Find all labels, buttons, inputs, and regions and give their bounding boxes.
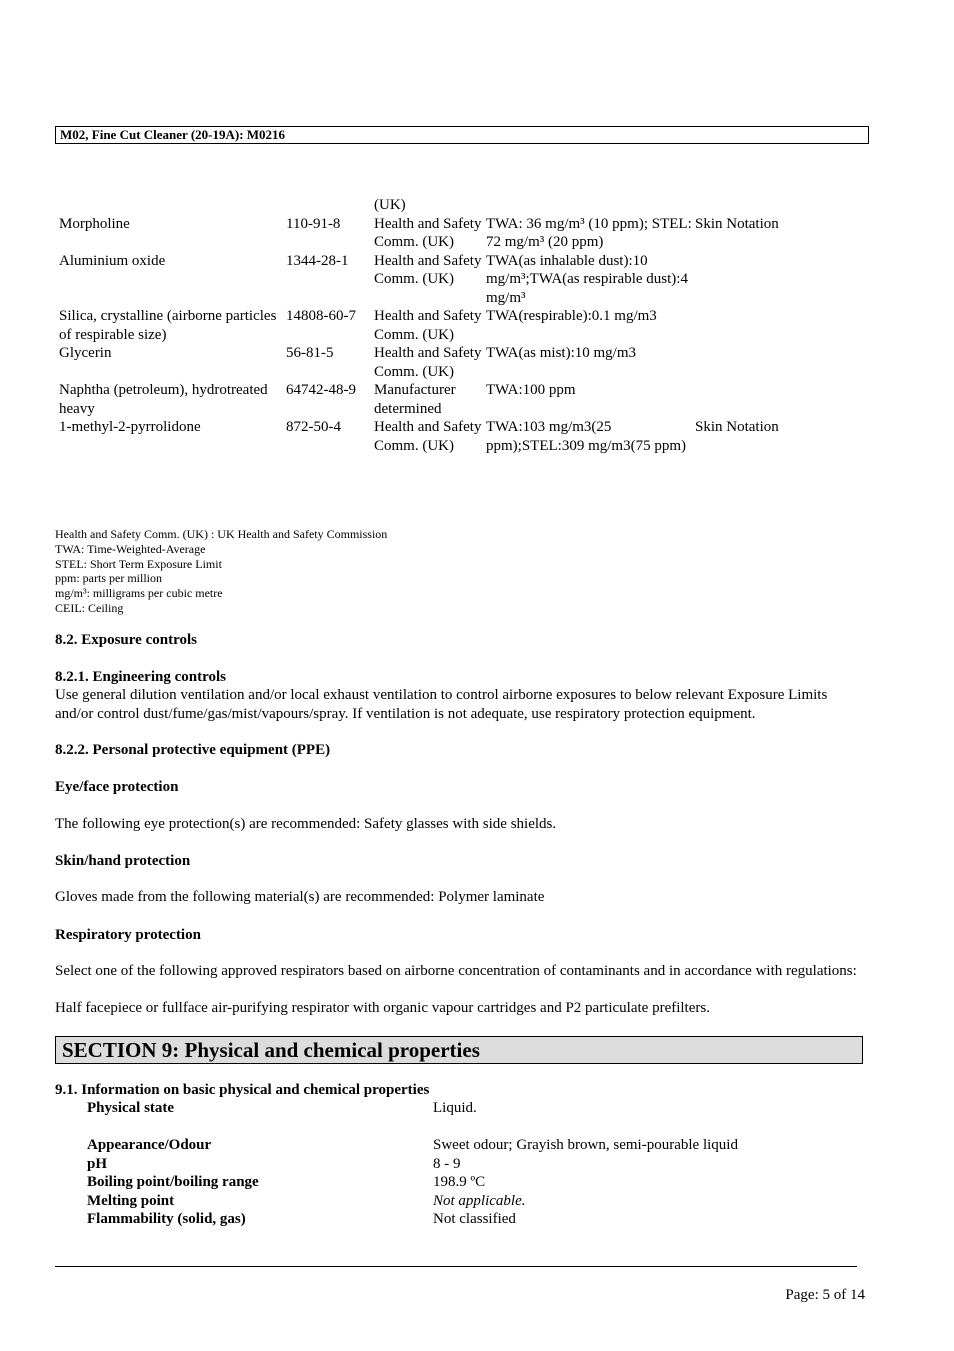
notes-cell bbox=[695, 307, 855, 344]
property-label: Flammability (solid, gas) bbox=[87, 1211, 246, 1227]
notes-cell: Skin Notation bbox=[695, 215, 779, 232]
property-row bbox=[87, 1099, 853, 1118]
eye-protection-heading: Eye/face protection bbox=[55, 779, 179, 795]
agency-cell: Health and Safety Comm. (UK) bbox=[374, 419, 482, 454]
eye-protection-text: The following eye protection(s) are recommended: Safety glasses with side shields. bbox=[55, 816, 557, 832]
table-row bbox=[55, 381, 855, 418]
ppe-heading: 8.2.2. Personal protective equipment (PPE) bbox=[55, 742, 331, 758]
property-value: Not classified bbox=[433, 1211, 516, 1227]
cas-number-cell: 14808-60-7 bbox=[286, 308, 356, 324]
legend-line: mg/m³: milligrams per cubic metre bbox=[55, 586, 223, 601]
table-row bbox=[55, 418, 855, 455]
agency-cell: Health and Safety Comm. (UK) bbox=[374, 215, 482, 250]
section-9-title: SECTION 9: Physical and chemical properties bbox=[55, 1036, 863, 1064]
skin-protection-heading: Skin/hand protection bbox=[55, 853, 191, 869]
agency-cell: Health and Safety Comm. (UK) bbox=[374, 252, 482, 287]
respiratory-protection-text: Select one of the following approved respirators based on airborne concentration of contaminants and in accordance with regulations: bbox=[55, 963, 857, 979]
property-value: 198.9 ºC bbox=[433, 1174, 486, 1190]
property-row bbox=[87, 1192, 853, 1211]
legend-line: Health and Safety Comm. (UK) : UK Health and Safety Commission bbox=[55, 527, 388, 541]
agency-cell: Manufacturer determined bbox=[374, 382, 456, 417]
property-value: Sweet odour; Grayish brown, semi-pourable liquid bbox=[433, 1137, 738, 1153]
skin-protection-text: Gloves made from the following material(s) are recommended: Polymer laminate bbox=[55, 889, 545, 905]
legend-line: CEIL: Ceiling bbox=[55, 600, 124, 615]
property-row bbox=[87, 1173, 853, 1192]
limit-cell: TWA(respirable):0.1 mg/m3 bbox=[486, 308, 657, 324]
cas-number-cell: 64742-48-9 bbox=[286, 382, 356, 398]
substance-cell: 1-methyl-2-pyrrolidone bbox=[59, 419, 201, 435]
engineering-controls-heading: 8.2.1. Engineering controls bbox=[55, 669, 226, 685]
exposure-limits-table bbox=[55, 196, 855, 455]
page-number: Page: 5 of 14 bbox=[785, 1287, 865, 1303]
table-row bbox=[55, 215, 855, 252]
property-label: Boiling point/boiling range bbox=[87, 1174, 259, 1190]
legend-line: STEL: Short Term Exposure Limit bbox=[55, 556, 222, 571]
notes-cell bbox=[695, 252, 855, 308]
property-row bbox=[87, 1155, 853, 1174]
notes-cell bbox=[695, 344, 855, 381]
property-list-first bbox=[87, 1099, 853, 1118]
legend-line: TWA: Time-Weighted-Average bbox=[55, 541, 206, 556]
footer-divider bbox=[55, 1266, 857, 1267]
table-row-fragment bbox=[55, 196, 855, 215]
notes-cell bbox=[695, 381, 855, 418]
property-list bbox=[87, 1136, 853, 1229]
substance-cell: Glycerin bbox=[59, 345, 112, 361]
property-label: Melting point bbox=[87, 1192, 175, 1209]
limit-cell: TWA: 36 mg/m³ (10 ppm); STEL: 72 mg/m³ (20 ppm) bbox=[486, 215, 692, 250]
property-value: Not applicable. bbox=[433, 1192, 526, 1209]
property-value: Liquid. bbox=[433, 1100, 477, 1116]
engineering-controls-text: Use general dilution ventilation and/or local exhaust ventilation to control airborne exposures to below relevant Exposure Limits and/or control dust/fume/gas/mist/vapours/spray. If ventilation is not adequate, use respiratory protection equipment. bbox=[55, 687, 828, 722]
legend-line: ppm: parts per million bbox=[55, 571, 162, 586]
substance-cell: Naphtha (petroleum), hydrotreated heavy bbox=[59, 382, 268, 417]
table-row bbox=[55, 344, 855, 381]
property-label: Appearance/Odour bbox=[87, 1137, 212, 1153]
property-row bbox=[87, 1210, 853, 1229]
abbreviation-legend bbox=[55, 527, 387, 616]
cas-number-cell: 110-91-8 bbox=[286, 215, 341, 232]
substance-cell: Aluminium oxide bbox=[59, 252, 166, 269]
property-label: pH bbox=[87, 1155, 108, 1172]
table-row bbox=[55, 307, 855, 344]
agency-cell: Health and Safety Comm. (UK) bbox=[374, 345, 482, 380]
document-header: M02, Fine Cut Cleaner (20-19A): M0216 bbox=[55, 126, 869, 144]
property-label: Physical state bbox=[87, 1100, 175, 1116]
limit-cell: TWA:100 ppm bbox=[486, 382, 576, 398]
limit-cell: TWA(as mist):10 mg/m3 bbox=[486, 345, 636, 361]
substance-cell: Silica, crystalline (airborne particles of respirable size) bbox=[59, 308, 277, 343]
respiratory-protection-detail: Half facepiece or fullface air-purifying respirator with organic vapour cartridges and P2 particulate prefilters. bbox=[55, 1000, 710, 1016]
table-row bbox=[55, 252, 855, 308]
agency-cell: (UK) bbox=[374, 197, 406, 213]
agency-cell: Health and Safety Comm. (UK) bbox=[374, 308, 482, 343]
notes-cell: Skin Notation bbox=[695, 419, 779, 435]
property-row bbox=[87, 1136, 853, 1155]
exposure-controls-heading: 8.2. Exposure controls bbox=[55, 632, 197, 648]
respiratory-protection-heading: Respiratory protection bbox=[55, 927, 201, 943]
limit-cell: TWA(as inhalable dust):10 mg/m³;TWA(as respirable dust):4 mg/m³ bbox=[486, 252, 688, 306]
limit-cell: TWA:103 mg/m3(25 ppm);STEL:309 mg/m3(75 ppm) bbox=[486, 419, 686, 454]
cas-number-cell: 872-50-4 bbox=[286, 419, 341, 435]
cas-number-cell: 56-81-5 bbox=[286, 345, 334, 361]
section-9-1-heading: 9.1. Information on basic physical and chemical properties bbox=[55, 1082, 430, 1098]
cas-number-cell: 1344-28-1 bbox=[286, 252, 349, 269]
property-value: 8 - 9 bbox=[433, 1155, 461, 1172]
substance-cell: Morpholine bbox=[59, 215, 130, 232]
